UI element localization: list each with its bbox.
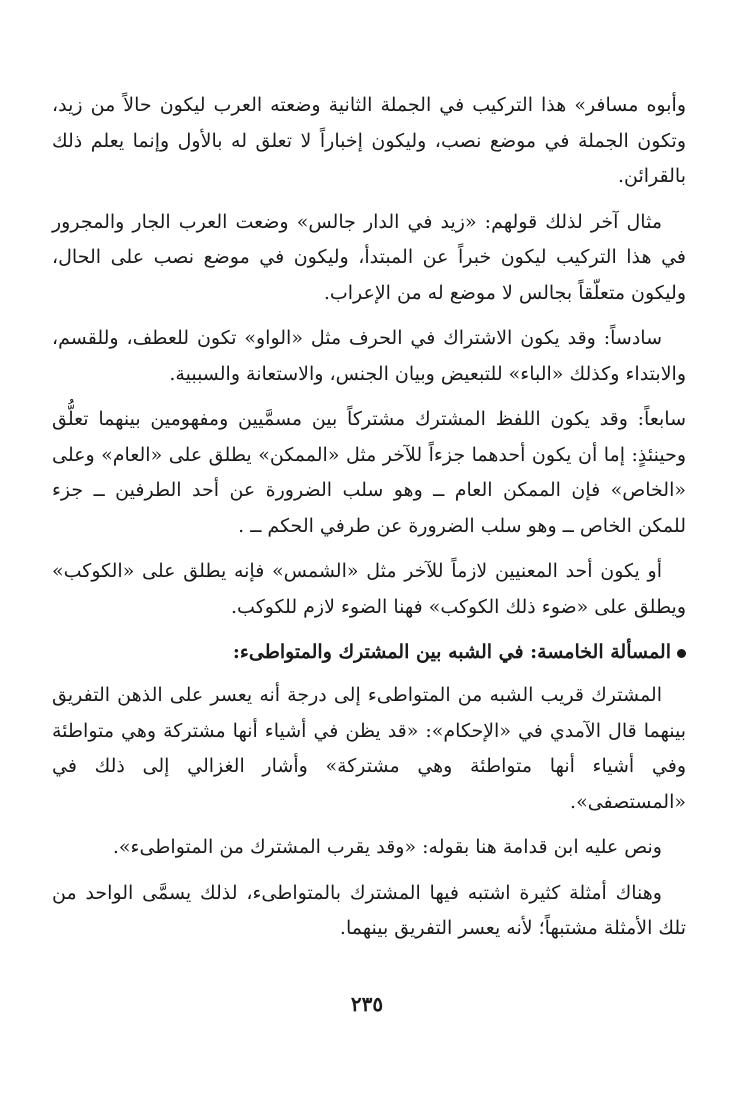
page-body — [52, 88, 686, 957]
paragraph-7: ونص عليه ابن قدامة هنا بقوله: «وقد يقرب المشترك من المتواطىء». — [112, 836, 662, 858]
paragraph-1: وأبوه مسافر» هذا التركيب في الجملة الثانية وضعته العرب ليكون حالاً من زيد، وتكون الجملة في موضع نصب، وليكون إخباراً لا تعلق له بالأول وإنما يعلم ذلك بالقرائن. — [52, 94, 686, 187]
paragraph-8: وهناك أمثلة كثيرة اشتبه فيها المشترك بالمتواطىء، لذلك يسمَّى الواحد من تلك الأمثلة مشتبهاً؛ لأنه يعسر التفريق بينهما. — [52, 881, 686, 939]
page-number: ٢٣٥ — [350, 992, 384, 1016]
paragraph-2: مثال آخر لذلك قولهم: «زيد في الدار جالس» وضعت العرب الجار والمجرور في هذا التركيب ليكون خبراً عن المبتدأ، وليكون في موضع نصب على الحال، وليكون متعلّقاً بجالس لا موضع له من الإعراب. — [52, 210, 686, 304]
section-heading — [52, 635, 686, 670]
paragraph-4: سابعاً: وقد يكون اللفظ المشترك مشتركاً بين مسمَّيين ومفهومين بينهما تعلُّق وحينئذٍ: إما أن يكون أحدهما جزءاً للآخر مثل «الممكن» يطلق على «العام» وعلى «الخاص» فإن الممكن العام ــ وهو سلب الضرورة عن أحد الطرفين ــ جزء للمكن الخاص ــ وهو سلب الضرورة عن طرفي الحكم ــ . — [52, 408, 686, 537]
paragraph-3: سادساً: وقد يكون الاشتراك في الحرف مثل «الواو» تكون للعطف، وللقسم، والابتداء وكذلك «الباء» للتبعيض وبيان الجنس، والاستعانة والسببية. — [52, 327, 686, 385]
paragraph-6: المشترك قريب الشبه من المتواطىء إلى درجة أنه يعسر على الذهن التفريق بينهما قال الآمدي في «الإحكام»: «قد يظن في أشياء أنها مشتركة وهي متواطئة وفي أشياء أنها متواطئة وهي مشتركة» وأشار الغزالي إلى ذلك في «المستصفى». — [52, 684, 686, 813]
paragraph-5: أو يكون أحد المعنيين لازماً للآخر مثل «الشمس» فإنه يطلق على «الكوكب» ويطلق على «ضوء ذلك الكوكب» فهنا الضوء لازم للكوكب. — [52, 560, 686, 618]
bullet-icon — [677, 649, 686, 658]
section-heading-text: المسألة الخامسة: في الشبه بين المشترك والمتواطىء: — [232, 641, 671, 663]
